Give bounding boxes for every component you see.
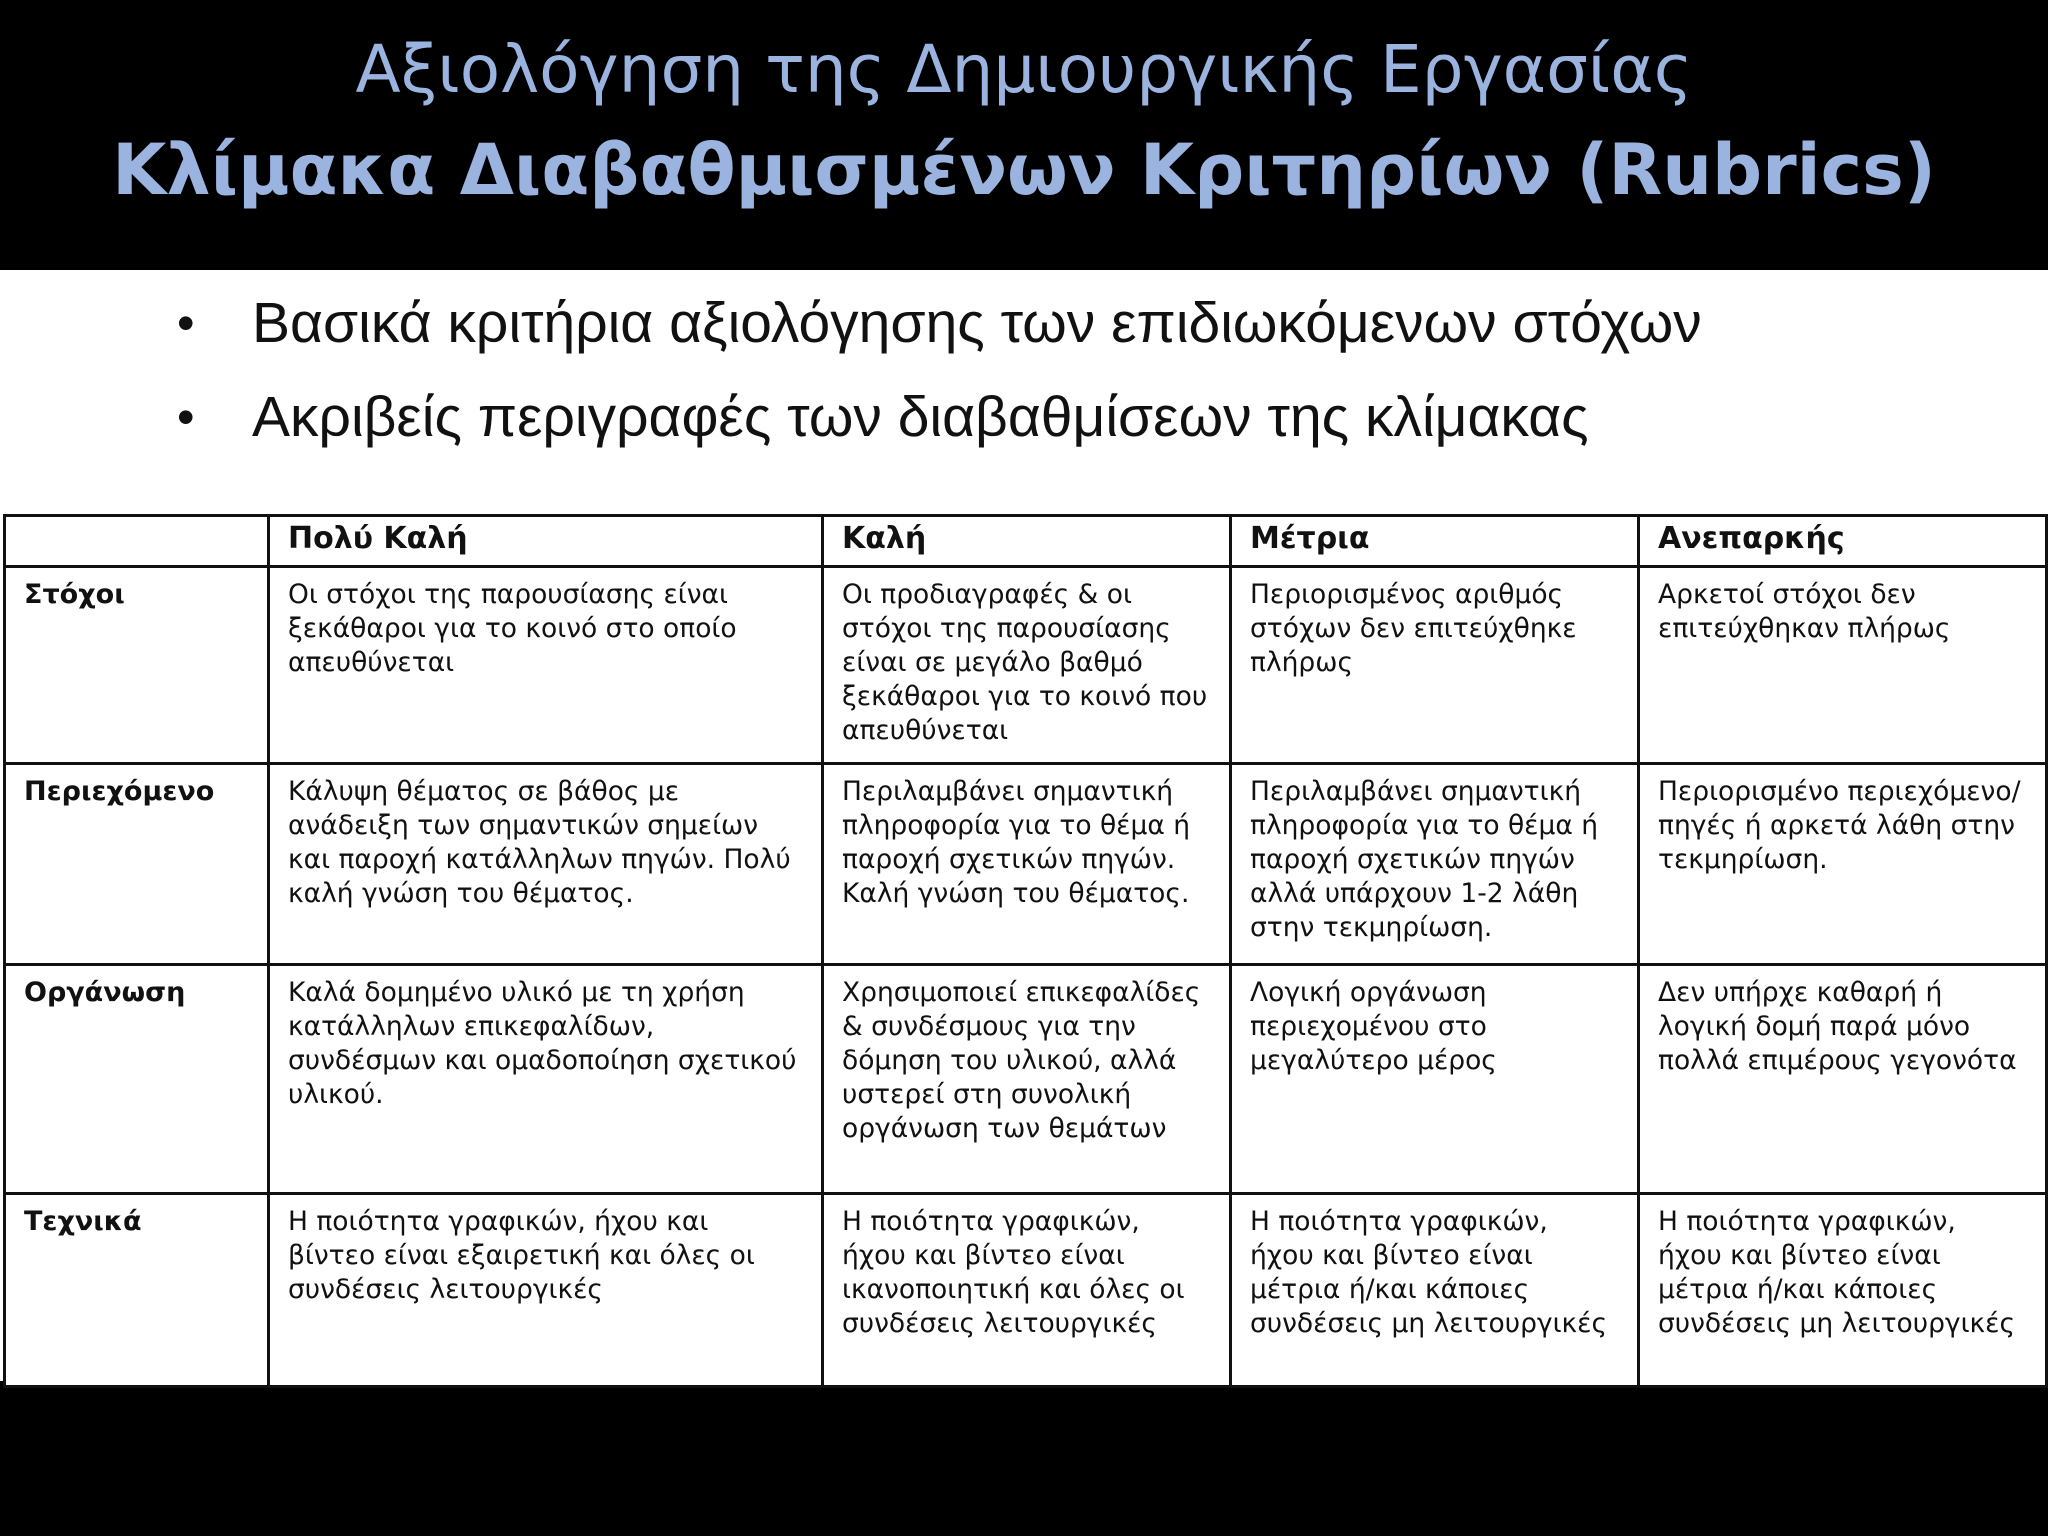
table-row [5,1194,2047,1387]
table-cell: Η ποιότητα γραφικών, ήχου και βίντεο είναι εξαιρετική και όλες οι συνδέσεις λειτουργικές [269,1194,823,1387]
table-cell: Δεν υπήρχε καθαρή ή λογική δομή παρά μόνο πολλά επιμέρους γεγονότα [1639,965,2047,1194]
table-cell: Καλά δομημένο υλικό με τη χρήση κατάλληλων επικεφαλίδων, συνδέσμων και ομαδοποίηση σχετικού υλικού. [269,965,823,1194]
slide-title-area [0,0,2048,262]
table-cell: Αρκετοί στόχοι δεν επιτεύχθηκαν πλήρως [1639,567,2047,764]
bullet-item [0,369,2048,465]
bullet-text: Ακριβείς περιγραφές των διαβαθμίσεων της κλίμακας [252,385,1589,449]
bullet-icon: • [177,389,195,445]
table-cell: Χρησιμοποιεί επικεφαλίδες & συνδέσμους για την δόμηση του υλικού, αλλά υστερεί στη συνολική οργάνωση των θεμάτων [823,965,1231,1194]
row-criterion: Οργάνωση [5,965,269,1194]
header-cell-very-good: Πολύ Καλή [269,516,823,567]
bullet-list [0,270,2048,511]
slide-subtitle: Κλίμακα Διαβαθμισμένων Κριτηρίων (Rubrics) [112,129,1936,211]
table-cell: Η ποιότητα γραφικών, ήχου και βίντεο είναι μέτρια ή/και κάποιες συνδέσεις μη λειτουργικές [1231,1194,1639,1387]
table-cell: Περιορισμένο περιεχόμενο/πηγές ή αρκετά λάθη στην τεκμηρίωση. [1639,764,2047,965]
table-cell: Περιορισμένος αριθμός στόχων δεν επιτεύχθηκε πλήρως [1231,567,1639,764]
row-criterion: Στόχοι [5,567,269,764]
table-cell: Η ποιότητα γραφικών, ήχου και βίντεο είναι ικανοποιητική και όλες οι συνδέσεις λειτουργικές [823,1194,1231,1387]
rubric-table-container [0,511,2048,1381]
header-cell-empty [5,516,269,567]
table-cell: Η ποιότητα γραφικών, ήχου και βίντεο είναι μέτρια ή/και κάποιες συνδέσεις μη λειτουργικές [1639,1194,2047,1387]
table-row [5,567,2047,764]
table-cell: Κάλυψη θέματος σε βάθος με ανάδειξη των σημαντικών σημείων και παροχή κατάλληλων πηγών. Πολύ καλή γνώση του θέματος. [269,764,823,965]
header-cell-insufficient: Ανεπαρκής [1639,516,2047,567]
table-header-row [5,516,2047,567]
rubric-table [3,514,2048,1388]
row-criterion: Περιεχόμενο [5,764,269,965]
row-criterion: Τεχνικά [5,1194,269,1387]
table-cell: Περιλαμβάνει σημαντική πληροφορία για το θέμα ή παροχή σχετικών πηγών. Καλή γνώση του θέματος. [823,764,1231,965]
header-cell-average: Μέτρια [1231,516,1639,567]
slide-title: Αξιολόγηση της Δημιουργικής Εργασίας [355,31,1693,108]
table-cell: Περιλαμβάνει σημαντική πληροφορία για το θέμα ή παροχή σχετικών πηγών αλλά υπάρχουν 1-2 λάθη στην τεκμηρίωση. [1231,764,1639,965]
table-cell: Οι προδιαγραφές & οι στόχοι της παρουσίασης είναι σε μεγάλο βαθμό ξεκάθαροι για το κοινό που απευθύνεται [823,567,1231,764]
bullet-text: Βασικά κριτήρια αξιολόγησης των επιδιωκόμενων στόχων [252,291,1702,355]
bullet-icon: • [177,295,195,351]
header-cell-good: Καλή [823,516,1231,567]
table-row [5,965,2047,1194]
table-cell: Λογική οργάνωση περιεχομένου στο μεγαλύτερο μέρος [1231,965,1639,1194]
table-row [5,764,2047,965]
bullet-item [0,275,2048,371]
table-cell: Οι στόχοι της παρουσίασης είναι ξεκάθαροι για το κοινό στο οποίο απευθύνεται [269,567,823,764]
